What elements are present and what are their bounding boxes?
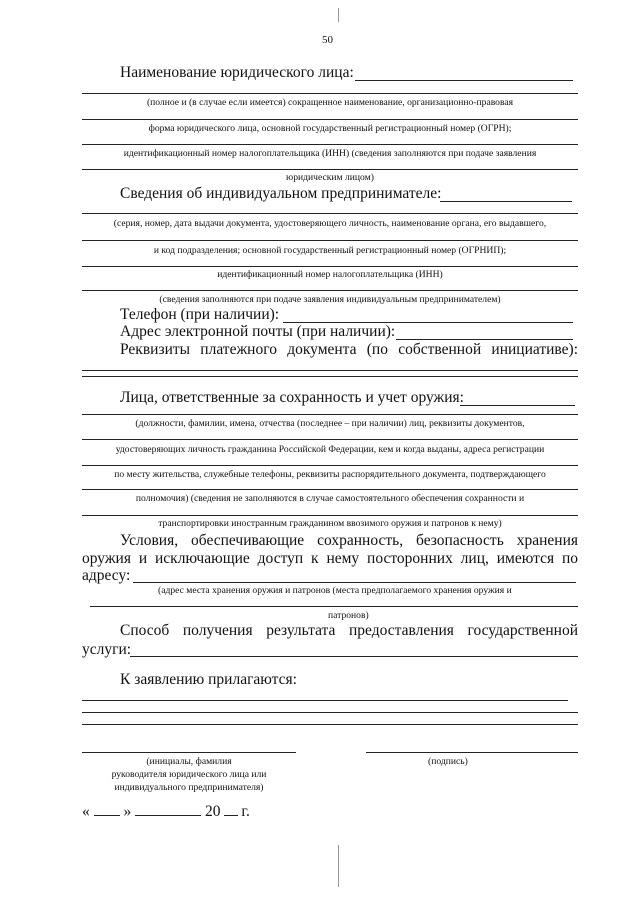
attachments-field-line-3[interactable] — [82, 724, 578, 725]
responsible-label: Лица, ответственные за сохранность и учет оружия: — [120, 389, 464, 406]
signature-caption: (подпись) — [428, 756, 468, 767]
responsible-hint-3: по месту жительства, служебные телефоны, реквизиты распорядительного документа, подтверждающего — [114, 469, 546, 480]
address-field-line-2[interactable] — [90, 606, 578, 607]
date-year-suffix: г. — [241, 803, 250, 820]
payment-label: Реквизиты платежного документа (по собственной инициативе): — [120, 341, 578, 358]
date-quote-close: » — [123, 803, 132, 820]
responsible-field-line-5[interactable] — [82, 489, 578, 490]
initials-caption-1: (инициалы, фамилия — [146, 756, 232, 767]
signature-field[interactable] — [366, 752, 578, 753]
entrepreneur-field-line-4[interactable] — [82, 266, 578, 267]
entrepreneur-hint-2: и код подразделения; основной государственный регистрационный номер (ОГРНИП); — [153, 245, 507, 256]
conditions-address-label: адресу: — [82, 567, 131, 584]
date-month-field[interactable] — [135, 803, 201, 816]
entrepreneur-field[interactable] — [440, 201, 572, 202]
legal-entity-field-line-5[interactable] — [82, 169, 578, 170]
initials-caption-3: индивидуального предпринимателя) — [114, 782, 264, 793]
responsible-field-line-4[interactable] — [82, 465, 578, 466]
entrepreneur-label: Сведения об индивидуальном предпринимателе: — [120, 185, 442, 202]
binding-mark-top — [338, 8, 339, 22]
entrepreneur-field-line-5[interactable] — [82, 290, 578, 291]
entrepreneur-field-line-2[interactable] — [82, 213, 578, 214]
attachments-field-line-1[interactable] — [82, 700, 568, 701]
email-label: Адрес электронной почты (при наличии): — [120, 323, 396, 340]
date-year-prefix: 20 — [205, 803, 221, 820]
payment-field-line-1[interactable] — [82, 370, 578, 371]
email-field[interactable] — [396, 339, 573, 340]
conditions-hint-1: (адрес места хранения оружия и патронов (места предполагаемого хранения оружия и — [158, 585, 512, 596]
method-line-1: Способ получения результата предоставления государственной — [120, 622, 578, 639]
legal-entity-hint-4: юридическим лицом) — [286, 172, 374, 183]
legal-entity-field-line-3[interactable] — [82, 119, 578, 120]
attachments-label: К заявлению прилагаются: — [120, 671, 297, 688]
attachments-field-line-2[interactable] — [82, 712, 578, 713]
payment-field-line-2[interactable] — [82, 376, 578, 377]
method-field[interactable] — [130, 656, 578, 657]
responsible-field-line-6[interactable] — [82, 515, 578, 516]
responsible-field-line-3[interactable] — [82, 439, 578, 440]
responsible-hint-2: удостоверяющих личность гражданина Российской Федерации, кем и когда выданы, адреса регистрации — [115, 444, 545, 455]
phone-label: Телефон (при наличии): — [120, 306, 280, 323]
date-quote-open: « — [82, 803, 90, 820]
responsible-field-line-2[interactable] — [82, 414, 578, 415]
responsible-field[interactable] — [460, 405, 575, 406]
date-line — [82, 803, 250, 821]
legal-entity-field-line-2[interactable] — [82, 93, 578, 94]
responsible-hint-1: (должности, фамилии, имена, отчества (последнее – при наличии) лиц, реквизиты документов, — [135, 418, 525, 429]
entrepreneur-hint-4: (сведения заполняются при подаче заявления индивидуальным предпринимателем) — [159, 294, 501, 305]
legal-entity-hint-3: идентификационный номер налогоплательщика (ИНН) (сведения заполняются при подаче заявления — [123, 148, 537, 159]
date-day-field[interactable] — [94, 803, 120, 816]
legal-entity-hint-2: форма юридического лица, основной государственный регистрационный номер (ОГРН); — [148, 123, 512, 134]
entrepreneur-hint-1: (серия, номер, дата выдачи документа, удостоверяющего личность, наименование органа, его выдавшего, — [113, 218, 547, 229]
initials-caption-2: руководителя юридического лица или — [111, 769, 267, 780]
initials-field[interactable] — [82, 752, 296, 753]
conditions-hint-2: патронов) — [328, 610, 369, 621]
binding-mark-bottom — [338, 845, 339, 887]
responsible-hint-4: полномочия) (сведения не заполняются в случае самостоятельного обеспечения сохранности и — [135, 493, 525, 504]
legal-entity-hint-1: (полное и (в случае если имеется) сокращенное наименование, организационно-правовая — [146, 97, 514, 108]
entrepreneur-field-line-3[interactable] — [82, 240, 578, 241]
conditions-line-2: оружия и исключающие доступ к нему посторонних лиц, имеются по — [82, 550, 578, 567]
date-year-field[interactable] — [224, 803, 238, 816]
entrepreneur-hint-3: идентификационный номер налогоплательщика (ИНН) — [217, 269, 443, 280]
legal-entity-label: Наименование юридического лица: — [120, 64, 354, 81]
method-label: услуги: — [82, 641, 132, 658]
conditions-line-1: Условия, обеспечивающие сохранность, безопасность хранения — [120, 532, 578, 549]
legal-entity-field-line-4[interactable] — [82, 144, 578, 145]
address-field[interactable] — [133, 582, 576, 583]
page-number: 50 — [322, 34, 333, 46]
legal-entity-field[interactable] — [355, 80, 573, 81]
responsible-hint-5: транспортировки иностранным гражданином ввозимого оружия и патронов к нему) — [158, 518, 502, 529]
